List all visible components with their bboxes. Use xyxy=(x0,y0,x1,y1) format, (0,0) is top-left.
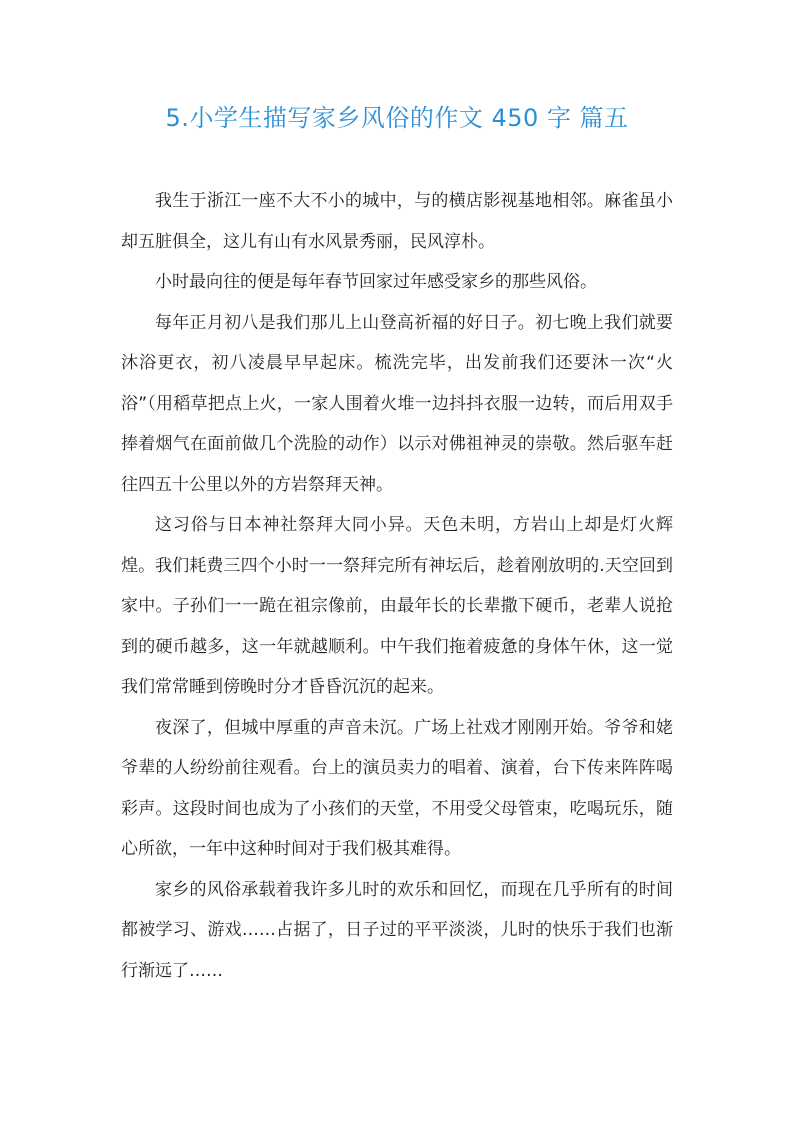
essay-body xyxy=(121,181,673,991)
paragraph-4: 这习俗与日本神社祭拜大同小异。天色未明，方岩山上却是灯火辉煌。我们耗费三四个小时一一祭拜完所有神坛后，趁着刚放明的.天空回到家中。子孙们一一跪在祖宗像前，由最年长的长辈撒下硬币，老辈人说抢到的硬币越多，这一年就越顺利。中午我们拖着疲惫的身体午休，这一觉我们常常睡到傍晚时分才昏昏沉沉的起来。 xyxy=(121,515,673,697)
paragraph-1: 我生于浙江一座不大不小的城中，与的横店影视基地相邻。麻雀虽小却五脏俱全，这儿有山有水风景秀丽，民风淳朴。 xyxy=(121,191,673,252)
paragraph-6: 家乡的风俗承载着我许多儿时的欢乐和回忆，而现在几乎所有的时间都被学习、游戏……占据了，日子过的平平淡淡，儿时的快乐于我们也渐行渐远了…… xyxy=(121,879,673,981)
page-title: 5.小学生描写家乡风俗的作文 450 字 篇五 xyxy=(165,104,629,132)
paragraph-5: 夜深了，但城中厚重的声音未沉。广场上社戏才刚刚开始。爷爷和姥爷辈的人纷纷前往观看。台上的演员卖力的唱着、演着，台下传来阵阵喝彩声。这段时间也成为了小孩们的天堂，不用受父母管束，吃喝玩乐，随心所欲，一年中这种时间对于我们极其难得。 xyxy=(121,717,673,859)
paragraph-3: 每年正月初八是我们那儿上山登高祈福的好日子。初七晚上我们就要沐浴更衣，初八凌晨早早起床。梳洗完毕，出发前我们还要沐一次“火浴”（用稻草把点上火，一家人围着火堆一边抖抖衣服一边转，而后用双手捧着烟气在面前做几个洗脸的动作）以示对佛祖神灵的崇敬。然后驱车赶往四五十公里以外的方岩祭拜天神。 xyxy=(121,312,673,495)
paragraph-2: 小时最向往的便是每年春节回家过年感受家乡的那些风俗。 xyxy=(155,272,597,292)
